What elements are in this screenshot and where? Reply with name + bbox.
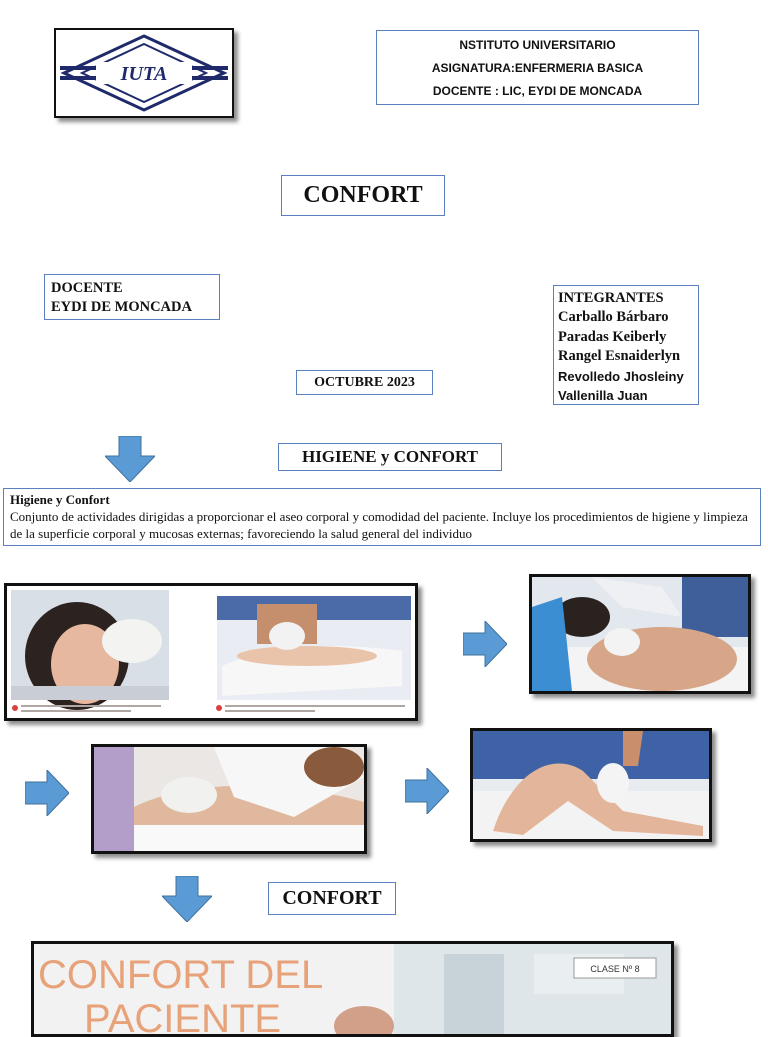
definition-box bbox=[3, 488, 761, 546]
definition-title: Higiene y Confort bbox=[10, 492, 110, 507]
members-label: INTEGRANTES bbox=[558, 290, 664, 306]
class-badge: CLASE Nº 8 bbox=[590, 964, 640, 974]
down-arrow-icon bbox=[162, 876, 212, 922]
photo-face-and-arm-wash bbox=[4, 583, 418, 721]
header-institute: NSTITUTO UNIVERSITARIO bbox=[459, 38, 616, 52]
member-item: Carballo Bárbaro bbox=[558, 309, 669, 326]
institution-header bbox=[376, 30, 699, 105]
teacher-name: EYDI DE MONCADA bbox=[51, 299, 192, 315]
right-arrow-icon bbox=[463, 621, 507, 667]
member-item: Paradas Keiberly bbox=[558, 328, 667, 345]
member-item: Revolledo Jhosleiny bbox=[558, 368, 684, 384]
header-subject: ASIGNATURA:ENFERMERIA BASICA bbox=[431, 61, 644, 75]
photo-back-wash bbox=[529, 574, 751, 694]
confort-label: CONFORT bbox=[268, 882, 396, 915]
member-item: Rangel Esnaiderlyn bbox=[558, 348, 681, 365]
bottom-title-line2: PACIENTE bbox=[84, 997, 282, 1034]
members-box bbox=[553, 285, 699, 405]
definition-body: Conjunto de actividades dirigidas a proporcionar el aseo corporal y comodidad del paciente. Incluye los procedimientos de higiene y limpieza de la superficie corporal y mucosas externas; favoreciendo la salud general del individuo bbox=[10, 509, 748, 541]
date-label: OCTUBRE 2023 bbox=[296, 370, 433, 395]
iuta-logo bbox=[54, 28, 234, 118]
photo-leg-wash bbox=[470, 728, 712, 842]
right-arrow-icon bbox=[405, 768, 449, 814]
right-arrow-icon bbox=[25, 770, 69, 816]
photo-abdomen-wash bbox=[91, 744, 367, 854]
bottom-title-line1: CONFORT DEL bbox=[38, 953, 324, 997]
page-title: CONFORT bbox=[281, 175, 445, 216]
member-item: Vallenilla Juan bbox=[558, 388, 648, 404]
logo-text: IUTA bbox=[120, 63, 168, 85]
photo-confort-del-paciente bbox=[31, 941, 674, 1037]
teacher-label: DOCENTE bbox=[51, 280, 123, 296]
teacher-box bbox=[44, 274, 220, 320]
down-arrow-icon bbox=[105, 436, 155, 482]
header-teacher: DOCENTE : LIC, EYDI DE MONCADA bbox=[432, 84, 643, 98]
section-title: HIGIENE y CONFORT bbox=[278, 443, 502, 471]
